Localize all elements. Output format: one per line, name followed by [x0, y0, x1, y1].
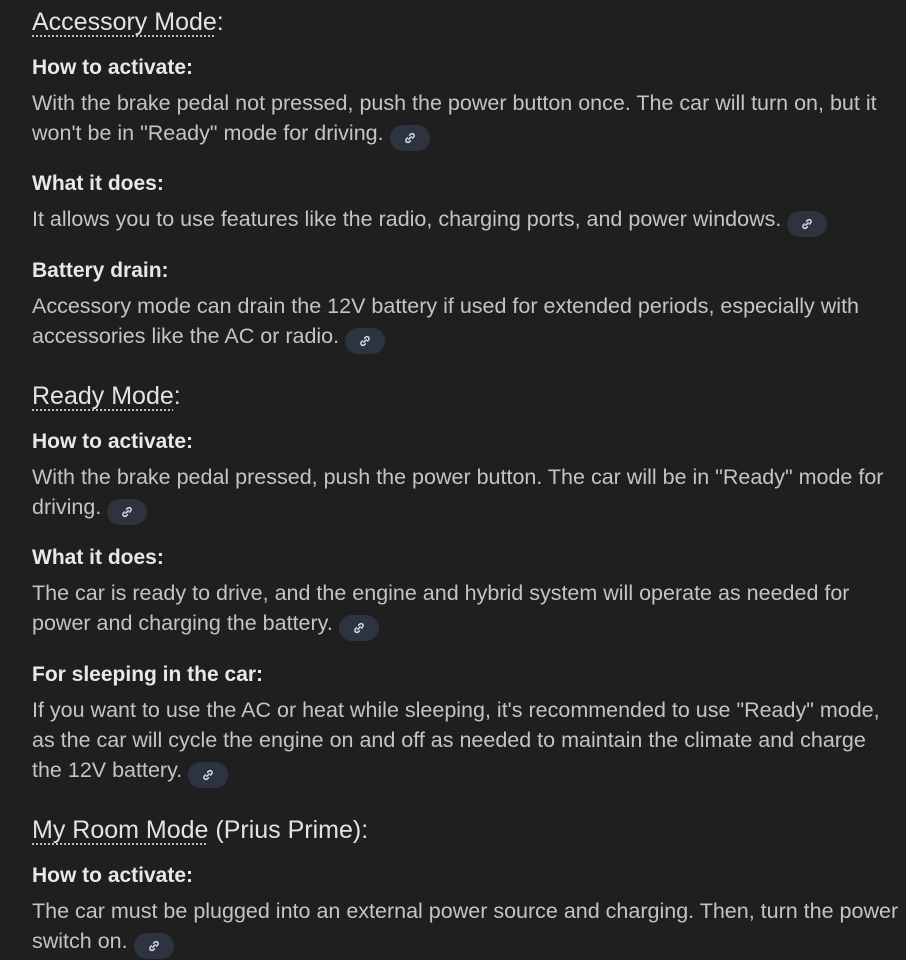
source-link-button[interactable] — [188, 762, 228, 788]
section-term-link[interactable]: My Room Mode — [32, 816, 209, 844]
item-text: It allows you to use features like the radio, charging ports, and power windows. — [32, 204, 900, 237]
section-term-link[interactable]: Accessory Mode — [32, 8, 217, 36]
section-title-ready-mode: Ready Mode: — [32, 382, 181, 410]
source-link-button[interactable] — [345, 328, 385, 354]
item-text: With the brake pedal not pressed, push the power button once. The car will turn on, but it won't be in "Ready" mode for driving. — [32, 88, 900, 151]
link-icon — [403, 131, 417, 145]
item-label: How to activate: — [32, 56, 194, 79]
item-label: How to activate: — [32, 864, 194, 887]
item-label: For sleeping in the car: — [32, 663, 264, 686]
item-label: Battery drain: — [32, 259, 169, 282]
link-icon — [352, 621, 366, 635]
link-icon — [147, 939, 161, 953]
source-link-button[interactable] — [787, 211, 827, 237]
section-title-my-room-mode: My Room Mode (Prius Prime): — [32, 816, 369, 844]
section-term-link[interactable]: Ready Mode — [32, 382, 174, 410]
item-text: The car is ready to drive, and the engine and hybrid system will operate as needed for power and charging the battery. — [32, 578, 900, 641]
source-link-button[interactable] — [134, 933, 174, 959]
item-label: What it does: — [32, 546, 164, 569]
link-icon — [120, 505, 134, 519]
item-text: With the brake pedal pressed, push the power button. The car will be in "Ready" mode for driving. — [32, 462, 900, 525]
source-link-button[interactable] — [339, 615, 379, 641]
section-title-accessory-mode: Accessory Mode: — [32, 8, 224, 36]
link-icon — [358, 334, 372, 348]
item-text: Accessory mode can drain the 12V battery if used for extended periods, especially with accessories like the AC or radio. — [32, 291, 900, 354]
link-icon — [800, 217, 814, 231]
item-text: If you want to use the AC or heat while sleeping, it's recommended to use "Ready" mode, as the car will cycle the engine on and off as needed to maintain the climate and charge the 12V battery. — [32, 695, 900, 788]
link-icon — [201, 768, 215, 782]
item-text: The car must be plugged into an external power source and charging. Then, turn the power switch on. — [32, 896, 900, 959]
item-label: How to activate: — [32, 430, 194, 453]
source-link-button[interactable] — [107, 499, 147, 525]
item-label: What it does: — [32, 172, 164, 195]
source-link-button[interactable] — [390, 125, 430, 151]
